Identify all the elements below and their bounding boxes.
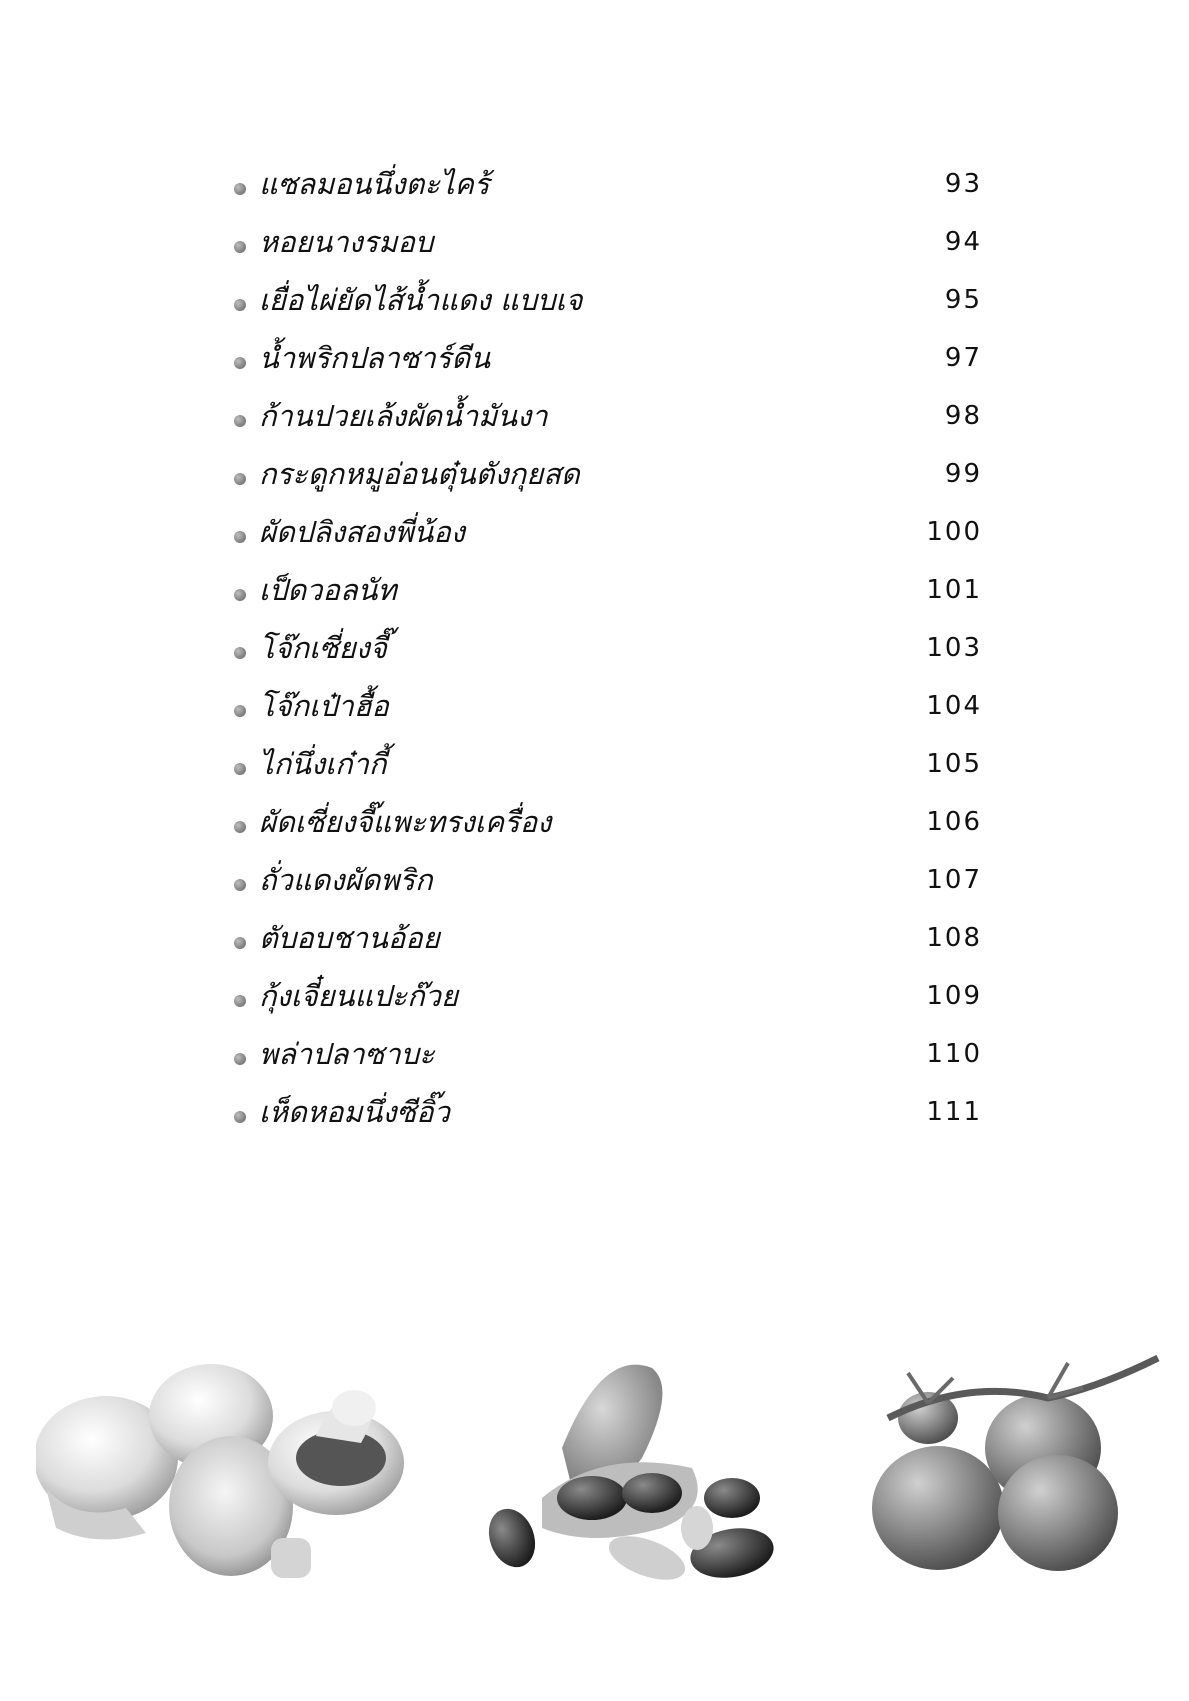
bullet-icon — [234, 473, 246, 485]
toc-entry-title: พล่าปลาซาบะ — [259, 1036, 435, 1071]
toc-entry-title: โจ๊กเซี่ยงจี๊ — [259, 630, 387, 665]
toc-entry-page: 97 — [944, 343, 982, 373]
toc-entry[interactable] — [234, 155, 982, 213]
toc-entry[interactable] — [234, 967, 982, 1025]
toc-entry-title: ผัดปลิงสองพี่น้อง — [259, 514, 465, 549]
toc-entry[interactable] — [234, 387, 982, 445]
bullet-icon — [234, 241, 246, 253]
toc-entry[interactable] — [234, 561, 982, 619]
table-of-contents — [234, 155, 982, 1141]
toc-entry[interactable] — [234, 735, 982, 793]
toc-entry-title: เยื่อไผ่ยัดไส้น้ำแดง แบบเจ — [259, 282, 583, 317]
toc-entry-title: ผัดเซี่ยงจี๊แพะทรงเครื่อง — [259, 804, 552, 839]
toc-entry-title: เห็ดหอมนึ่งซีอิ๊ว — [259, 1094, 450, 1129]
bullet-icon — [234, 589, 246, 601]
toc-entry-page: 108 — [926, 923, 982, 953]
bullet-icon — [234, 705, 246, 717]
toc-entry-page: 106 — [926, 807, 982, 837]
bullet-icon — [234, 531, 246, 543]
toc-entry-page: 98 — [944, 401, 982, 431]
toc-entry-title: ไก่นึ่งเก๋ากี้ — [259, 746, 387, 781]
toc-entry-page: 100 — [926, 517, 982, 547]
bullet-icon — [234, 647, 246, 659]
toc-entry-page: 101 — [926, 575, 982, 605]
toc-entry-page: 109 — [926, 981, 982, 1011]
toc-entry-page: 93 — [944, 169, 982, 199]
bullet-icon — [234, 357, 246, 369]
toc-entry-page: 111 — [926, 1097, 982, 1127]
toc-entry[interactable] — [234, 271, 982, 329]
toc-entry-title: ตับอบชานอ้อย — [259, 920, 440, 955]
toc-entry-page: 107 — [926, 865, 982, 895]
toc-entry-page: 99 — [944, 459, 982, 489]
tomatoes-photo — [868, 1348, 1160, 1608]
toc-entry-title: กระดูกหมูอ่อนตุ๋นตังกุยสด — [259, 456, 580, 491]
toc-entry[interactable] — [234, 619, 982, 677]
toc-entry-page: 105 — [926, 749, 982, 779]
toc-entry-title: หอยนางรมอบ — [259, 224, 434, 259]
toc-entry-title: โจ๊กเป๋าฮื้อ — [259, 688, 389, 723]
toc-entry[interactable] — [234, 1025, 982, 1083]
toc-entry-title: ถั่วแดงผัดพริก — [259, 862, 433, 897]
toc-entry-title: ก้านปวยเล้งผัดน้ำมันงา — [259, 398, 548, 433]
bullet-icon — [234, 183, 246, 195]
toc-entry[interactable] — [234, 677, 982, 735]
bullet-icon — [234, 821, 246, 833]
toc-entry-page: 110 — [926, 1039, 982, 1069]
toc-entry[interactable] — [234, 851, 982, 909]
peanuts-photo — [462, 1348, 792, 1608]
toc-entry[interactable] — [234, 329, 982, 387]
toc-entry-title: น้ำพริกปลาซาร์ดีน — [259, 340, 491, 375]
toc-entry-title: แซลมอนนึ่งตะไคร้ — [259, 166, 490, 201]
toc-entry[interactable] — [234, 1083, 982, 1141]
toc-entry-page: 95 — [944, 285, 982, 315]
mushrooms-photo — [36, 1348, 406, 1608]
toc-entry-page: 103 — [926, 633, 982, 663]
toc-entry[interactable] — [234, 213, 982, 271]
toc-entry[interactable] — [234, 909, 982, 967]
toc-entry[interactable] — [234, 445, 982, 503]
toc-entry[interactable] — [234, 503, 982, 561]
toc-entry-title: เป็ดวอลนัท — [259, 572, 397, 607]
bullet-icon — [234, 1111, 246, 1123]
bullet-icon — [234, 415, 246, 427]
bullet-icon — [234, 299, 246, 311]
toc-entry-page: 104 — [926, 691, 982, 721]
toc-entry-title: กุ้งเจี๋ยนแปะก๊วย — [259, 978, 458, 1013]
bullet-icon — [234, 879, 246, 891]
bullet-icon — [234, 763, 246, 775]
bullet-icon — [234, 937, 246, 949]
toc-entry-page: 94 — [944, 227, 982, 257]
bullet-icon — [234, 1053, 246, 1065]
toc-entry[interactable] — [234, 793, 982, 851]
bullet-icon — [234, 995, 246, 1007]
